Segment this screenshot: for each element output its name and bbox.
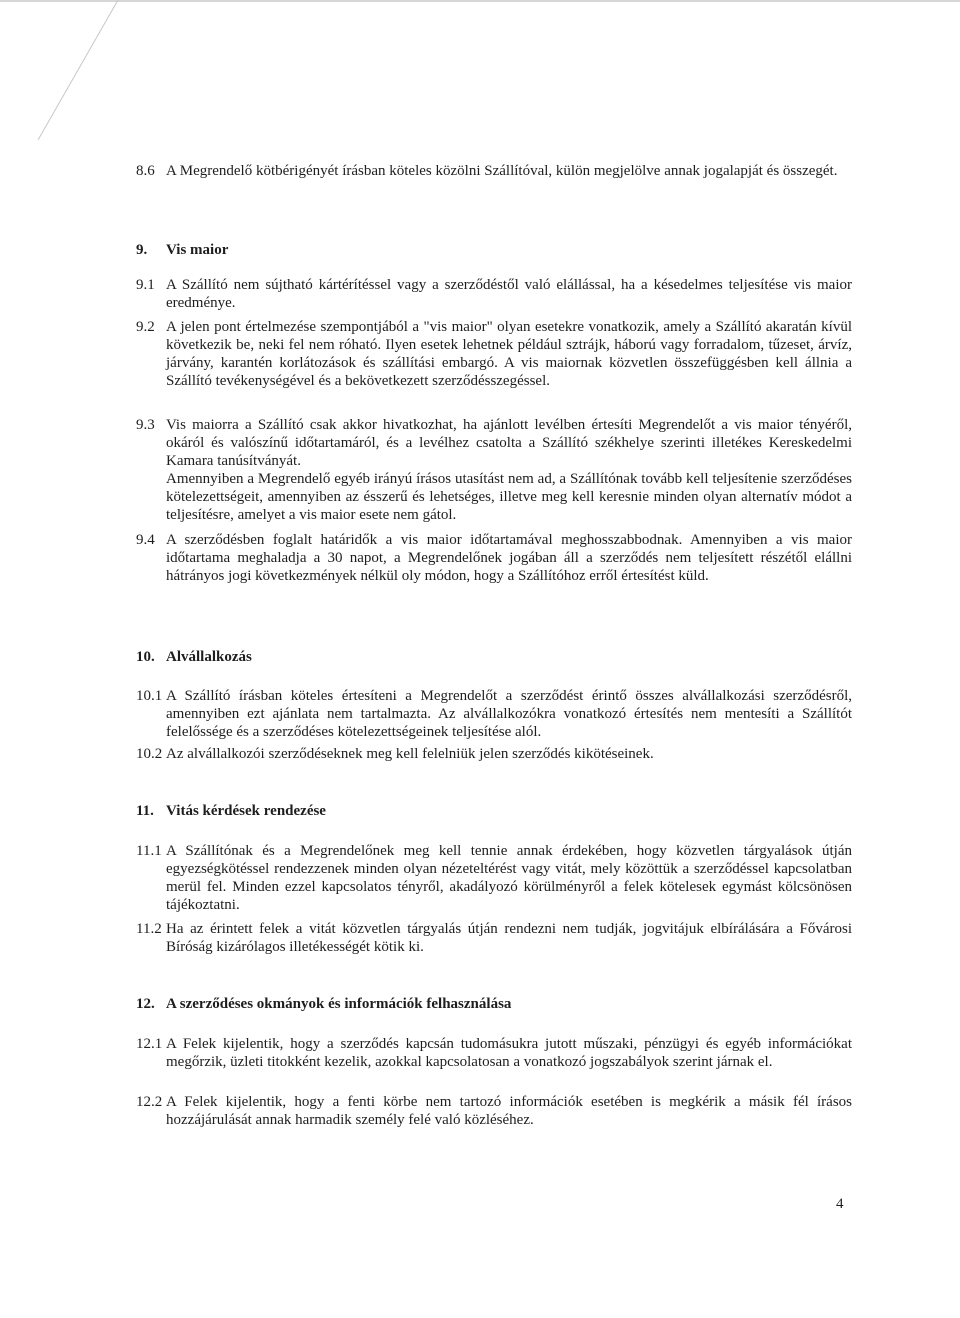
- paragraph-text: A Felek kijelentik, hogy a fenti körbe nem tartozó információk esetében is megkérik a másik fél írásos hozzájárulását annak harmadik személy felé való közléséhez.: [166, 1094, 852, 1128]
- heading-title: Alvállalkozás: [166, 649, 252, 665]
- paragraph-11-2: [136, 920, 852, 956]
- paragraph-number: 9.3: [136, 417, 155, 433]
- paragraph-text-continued: Amennyiben a Megrendelő egyéb irányú írásos utasítást nem ad, a Szállítónak tovább kell teljesítenie szerződéses kötelezettségeit, amennyiben az ésszerű és lehetséges, illetve meg kell keresnie minden olyan alternatív módot a teljesítésre, amelyet a vis maior esete nem gátol.: [166, 471, 852, 523]
- heading-title: A szerződéses okmányok és információk felhasználása: [166, 996, 512, 1012]
- paragraph-text: A szerződésben foglalt határidők a vis maior időtartamával meghosszabbodnak. Amennyiben a vis maior időtartama meghaladja a 30 napot, a Megrendelőnek jogában áll a szerződés nem teljesített részétől elállni hátrányos jogi következmények nélkül oly módon, hogy a Szállítóhoz erről értesítést küld.: [166, 532, 852, 584]
- paragraph-text: A jelen pont értelmezése szempontjából a "vis maior" olyan esetekre vonatkozik, amely a Szállító akaratán kívül következik be, neki fel nem róható. Ilyen esetek lehetnek például sztrájk, háború vagy forradalom, tűzeset, árvíz, járvány, karantén korlátozások és szállítási embargó. A vis maiornak közvetlen összefüggésben kell állnia a Szállító tevékenységével és a bekövetkezett szerződésszegéssel.: [166, 319, 852, 389]
- paragraph-number: 9.4: [136, 532, 155, 548]
- paragraph-text: A Szállító írásban köteles értesíteni a Megrendelőt a szerződést érintő összes alvállalkozási szerződésről, amennyiben ezt ajánlata nem tartalmazta. Az alvállalkozókra vonatkozó értesítés nem mentesíti a Szállítót felelőssége és a szerződéses kötelezettségeinek teljesítése alól.: [166, 688, 852, 740]
- paragraph-9-2: [136, 318, 852, 390]
- paragraph-8-6: [136, 162, 852, 180]
- paragraph-9-1: [136, 276, 852, 312]
- paragraph-number: 10.1: [136, 688, 163, 704]
- heading-title: Vis maior: [166, 242, 229, 258]
- section-heading-12: [136, 995, 511, 1013]
- paragraph-number: 10.2: [136, 746, 163, 762]
- paragraph-12-1: [136, 1035, 852, 1071]
- paragraph-text: Az alvállalkozói szerződéseknek meg kell felelniük jelen szerződés kikötéseinek.: [166, 746, 654, 762]
- section-heading-10: [136, 648, 252, 666]
- paragraph-text: A Szállítónak és a Megrendelőnek meg kell tennie annak érdekében, hogy közvetlen tárgyalások útján egyezségkötéssel rendezzenek minden olyan nézeteltérést vagy vitát, mely közöttük a szerződéssel kapcsolatban merül fel. Minden ezzel kapcsolatos tényről, akadályozó körülményről a felek kötelesek egymást kölcsönösen tájékoztatni.: [166, 843, 852, 913]
- paragraph-text: A Felek kijelentik, hogy a szerződés kapcsán tudomásukra jutott műszaki, pénzügyi és egyéb információkat megőrzik, üzleti titokként kezelik, azokkal kapcsolatosan a vonatkozó jogszabályok szerint járnak el.: [166, 1036, 852, 1070]
- paragraph-number: 9.1: [136, 277, 155, 293]
- paragraph-number: 12.2: [136, 1094, 163, 1110]
- heading-number: 9.: [136, 242, 148, 258]
- heading-number: 11.: [136, 803, 154, 819]
- paragraph-10-2: [136, 745, 852, 763]
- heading-number: 10.: [136, 649, 155, 665]
- paragraph-text: A Megrendelő kötbérigényét írásban köteles közölni Szállítóval, külön megjelölve annak jogalapját és összegét.: [166, 163, 838, 179]
- section-heading-11: [136, 802, 326, 820]
- paragraph-number: 11.1: [136, 843, 162, 859]
- section-heading-9: [136, 241, 228, 259]
- paragraph-number: 8.6: [136, 163, 155, 179]
- paragraph-number: 12.1: [136, 1036, 163, 1052]
- paragraph-9-4: [136, 531, 852, 585]
- paragraph-text: A Szállító nem sújtható kártérítéssel vagy a szerződéstől való elállással, ha a késedelmes teljesítése vis maior eredménye.: [166, 277, 852, 311]
- heading-number: 12.: [136, 996, 155, 1012]
- paragraph-text: Ha az érintett felek a vitát közvetlen tárgyalás útján rendezni nem tudják, jogvitájuk elbírálására a Fővárosi Bíróság kizárólagos illetékességét kötik ki.: [166, 921, 852, 955]
- paragraph-number: 11.2: [136, 921, 162, 937]
- paragraph-number: 9.2: [136, 319, 155, 335]
- paragraph-text: Vis maiorra a Szállító csak akkor hivatkozhat, ha ajánlott levélben értesíti Megrendelőt a vis maior tényéről, okáról és valószínű időtartamáról, és a levélhez csatolta a Szállító székhelye szerinti illetékes Kereskedelmi Kamara tanúsítványát.: [166, 417, 852, 469]
- heading-title: Vitás kérdések rendezése: [166, 803, 326, 819]
- paragraph-11-1: [136, 842, 852, 914]
- page-number: 4: [836, 1196, 844, 1212]
- paragraph-12-2: [136, 1093, 852, 1129]
- paragraph-10-1: [136, 687, 852, 741]
- paragraph-9-3: [136, 416, 852, 524]
